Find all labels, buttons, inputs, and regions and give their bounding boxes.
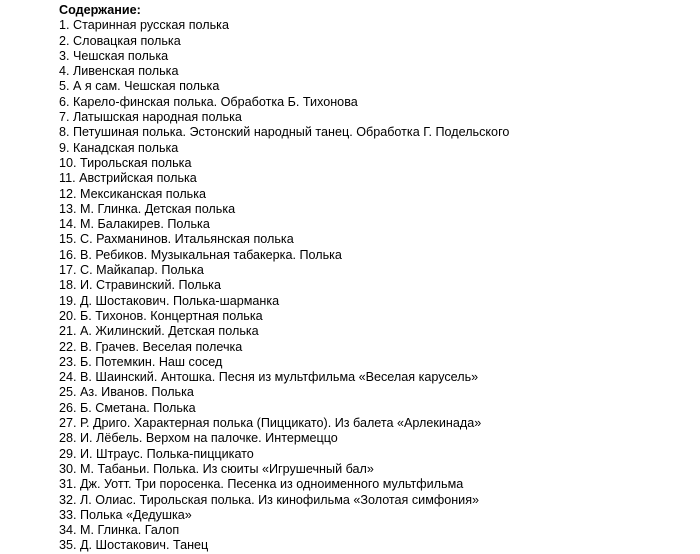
list-item: 8. Петушиная полька. Эстонский народный танец. Обработка Г. Подельского [59,125,510,140]
list-item: 7. Латышская народная полька [59,110,242,125]
list-item: 5. А я сам. Чешская полька [59,79,220,94]
list-item: 24. В. Шаинский. Антошка. Песня из мультфильма «Веселая карусель» [59,370,479,385]
list-item: 29. И. Штраус. Полька-пиццикато [59,446,254,461]
list-item: 25. Аз. Иванов. Полька [59,385,194,400]
list-item: 32. Л. Олиас. Тирольская полька. Из кинофильма «Золотая симфония» [59,492,480,507]
list-item: 3. Чешская полька [59,48,169,63]
list-item: 22. В. Грачев. Веселая полечка [59,339,243,354]
contents-heading: Содержание: [59,3,141,17]
list-item: 30. М. Табаньи. Полька. Из сюиты «Игрушечный бал» [59,461,374,476]
list-item: 21. А. Жилинский. Детская полька [59,324,259,339]
list-item: 6. Карело-финская полька. Обработка Б. Тихонова [59,94,358,109]
list-item: 15. С. Рахманинов. Итальянская полька [59,232,294,247]
list-item: 31. Дж. Уотт. Три поросенка. Песенка из одноименного мультфильма [59,477,464,492]
list-item: 1. Старинная русская полька [59,18,229,33]
list-item: 18. И. Стравинский. Полька [59,278,221,293]
list-item: 2. Словацкая полька [59,33,181,48]
list-item: 11. Австрийская полька [59,171,197,186]
document-page [59,3,689,554]
list-item: 17. С. Майкапар. Полька [59,263,204,278]
list-item: 16. В. Ребиков. Музыкальная табакерка. Полька [59,247,342,262]
list-item: 13. М. Глинка. Детская полька [59,201,236,216]
list-item: 12. Мексиканская полька [59,186,207,201]
list-item: 9. Канадская полька [59,140,179,155]
list-item: 35. Д. Шостакович. Танец [59,538,209,553]
list-item: 14. М. Балакирев. Полька [59,217,210,232]
contents-list [59,18,689,553]
list-item: 33. Полька «Дедушка» [59,507,192,522]
list-item: 10. Тирольская полька [59,155,192,170]
list-item: 4. Ливенская полька [59,64,179,79]
list-item: 23. Б. Потемкин. Наш сосед [59,354,223,369]
list-item: 19. Д. Шостакович. Полька-шарманка [59,293,280,308]
list-item: 26. Б. Сметана. Полька [59,400,196,415]
list-item: 27. Р. Дриго. Характерная полька (Пиццикато). Из балета «Арлекинада» [59,416,482,431]
list-item: 20. Б. Тихонов. Концертная полька [59,308,263,323]
list-item: 28. И. Лёбель. Верхом на палочке. Интермеццо [59,431,338,446]
list-item: 34. М. Глинка. Галоп [59,523,180,538]
